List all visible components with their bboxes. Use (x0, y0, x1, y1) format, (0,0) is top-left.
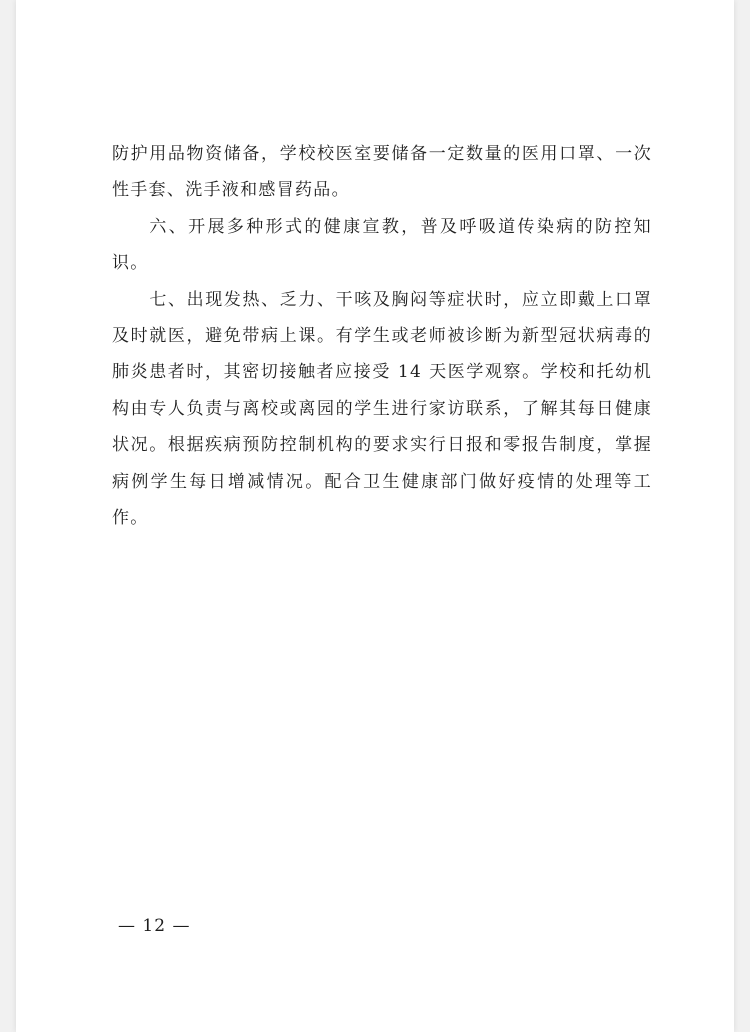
paragraph-health-education: 六、开展多种形式的健康宣教，普及呼吸道传染病的防控知识。 (112, 216, 652, 274)
document-page (16, 0, 734, 1032)
document-body (112, 136, 652, 536)
paragraph-supplies: 防护用品物资储备，学校校医室要储备一定数量的医用口罩、一次性手套、洗手液和感冒药品。 (112, 144, 652, 201)
paragraph-symptom-response: 七、出现发热、乏力、干咳及胸闷等症状时，应立即戴上口罩及时就医，避免带病上课。有学生或老师被诊断为新型冠状病毒的肺炎患者时，其密切接触者应接受 14 天医学观察。学校和托幼机构由专人负责与离校或离园的学生进行家访联系，了解其每日健康状况。根据疾病预防控制机构的要求实行日报和零报告制度，掌握病例学生每日增减情况。配合卫生健康部门做好疫情的处理等工作。 (112, 289, 652, 529)
page-number: — 12 — (118, 916, 191, 936)
